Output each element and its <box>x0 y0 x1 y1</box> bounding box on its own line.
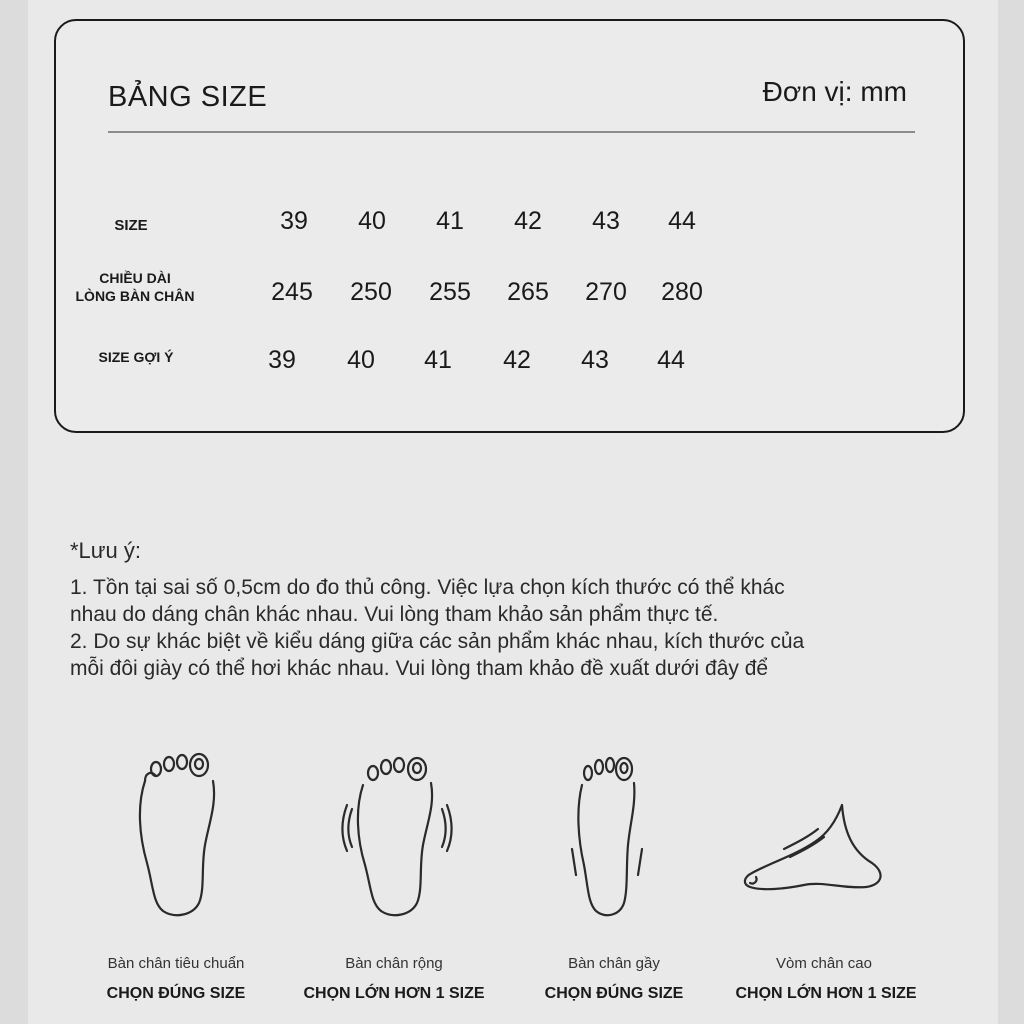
size-cell: 39 <box>280 207 308 235</box>
foot-length-cell: 255 <box>429 278 471 306</box>
unit-label: Đơn vị: mm <box>762 76 907 107</box>
foot-advice-high-arch: CHỌN LỚN HƠN 1 SIZE <box>735 985 917 1002</box>
foot-caption-thin: Bàn chân gầy <box>568 955 660 972</box>
foot-length-cell: 245 <box>271 278 313 306</box>
foot-type-standard <box>78 745 278 925</box>
note-line: mỗi đôi giày có thể hơi khác nhau. Vui lòng tham khảo đề xuất dưới đây để <box>70 657 769 680</box>
note-line: 2. Do sự khác biệt về kiểu dáng giữa các sản phẩm khác nhau, kích thước của <box>70 630 805 653</box>
foot-length-cell: 265 <box>507 278 549 306</box>
row-label-size: SIZE <box>114 217 148 234</box>
title-divider <box>108 131 915 133</box>
row-label-foot-length-line1: CHIỀU DÀI <box>99 270 171 286</box>
row-label-suggested-size: SIZE GỢI Ý <box>98 349 174 365</box>
standard-foot-icon <box>123 745 233 925</box>
wide-foot-icon <box>333 745 463 925</box>
suggested-size-cell: 40 <box>347 346 375 374</box>
foot-caption-standard: Bàn chân tiêu chuẩn <box>107 955 245 972</box>
suggested-size-cell: 44 <box>657 346 685 374</box>
foot-type-thin <box>506 745 706 925</box>
high-arch-foot-icon <box>726 745 906 925</box>
thin-foot-icon <box>546 745 666 925</box>
foot-type-high-arch <box>716 745 916 925</box>
row-label-foot-length-line2: LÒNG BÀN CHÂN <box>75 288 195 304</box>
note-line: 1. Tồn tại sai số 0,5cm do đo thủ công. Việc lựa chọn kích thước có thể khác <box>70 576 785 599</box>
foot-caption-wide: Bàn chân rộng <box>345 955 443 972</box>
size-cell: 42 <box>514 207 542 235</box>
foot-length-cell: 280 <box>661 278 703 306</box>
size-chart-title: BẢNG SIZE <box>108 81 268 113</box>
row-label-foot-length <box>60 269 210 305</box>
foot-advice-thin: CHỌN ĐÚNG SIZE <box>544 985 684 1002</box>
foot-caption-high-arch: Vòm chân cao <box>776 955 872 972</box>
size-chart-card <box>54 19 965 433</box>
foot-length-cell: 270 <box>585 278 627 306</box>
foot-type-wide <box>298 745 498 925</box>
foot-advice-standard: CHỌN ĐÚNG SIZE <box>106 985 246 1002</box>
foot-advice-wide: CHỌN LỚN HƠN 1 SIZE <box>303 985 485 1002</box>
size-cell: 43 <box>592 207 620 235</box>
suggested-size-cell: 41 <box>424 346 452 374</box>
suggested-size-cell: 39 <box>268 346 296 374</box>
size-cell: 41 <box>436 207 464 235</box>
foot-length-cell: 250 <box>350 278 392 306</box>
notes-title: *Lưu ý: <box>70 538 141 563</box>
notes-section <box>70 538 970 682</box>
suggested-size-cell: 43 <box>581 346 609 374</box>
note-line: nhau do dáng chân khác nhau. Vui lòng tham khảo sản phẩm thực tế. <box>70 603 719 626</box>
size-cell: 44 <box>668 207 696 235</box>
suggested-size-cell: 42 <box>503 346 531 374</box>
size-cell: 40 <box>358 207 386 235</box>
